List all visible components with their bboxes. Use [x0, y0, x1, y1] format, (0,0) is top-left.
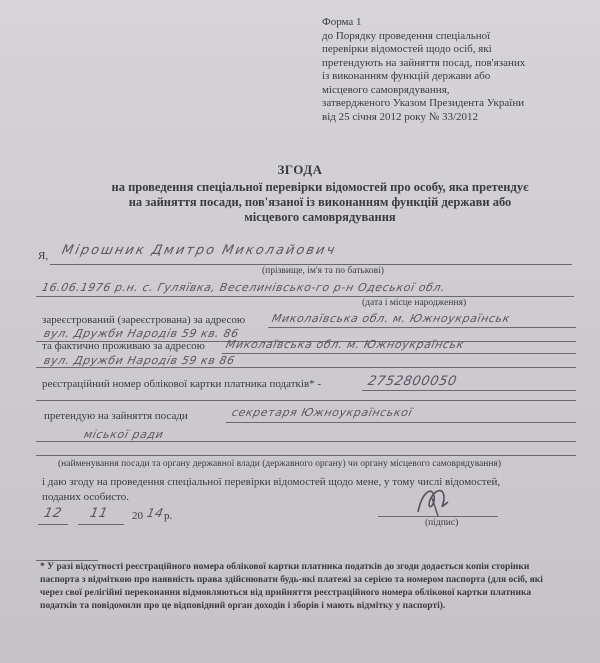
- form-note-line: до Порядку проведення спеціальної: [322, 29, 491, 42]
- subtitle-line: місцевого самоврядування: [244, 210, 396, 224]
- signature-caption: (підпис): [425, 518, 459, 528]
- name-caption: (прізвище, ім'я та по батькові): [262, 266, 384, 276]
- form-note-line: від 25 січня 2012 року № 33/2012: [322, 110, 479, 123]
- document-title: ЗГОДА: [277, 162, 323, 177]
- tax-extra-underline: [36, 400, 576, 401]
- footnote-line: паспорта з відміткою про наявність права здійснювати будь-які платежі за серією та номером паспорта (для осіб, які: [40, 575, 543, 585]
- footnote-line: через свої релігійні переконання відмовляються від прийняття реєстраційного номера облікової картки платника: [40, 588, 532, 598]
- form-note-line: місцевого самоврядування,: [322, 83, 450, 96]
- date-month: 11: [88, 506, 110, 521]
- date-suffix: р.: [164, 510, 173, 522]
- name-underline: [50, 264, 572, 265]
- actual-value-1: Миколаївська обл. м. Южноукраїнськ: [224, 338, 466, 351]
- registered-value-2: вул. Дружби Народів 59 кв. 86: [42, 327, 241, 340]
- registered-value-1: Миколаївська обл. м. Южноукраїнськ: [270, 312, 512, 325]
- registered-label: зареєстрований (зареєстрована) за адресою: [42, 314, 246, 326]
- position-underline-1: [226, 422, 576, 423]
- actual-underline-2: [36, 367, 576, 368]
- tax-underline: [362, 390, 576, 391]
- date-year: 14: [145, 506, 165, 520]
- actual-label: та фактично проживаю за адресою: [42, 340, 205, 352]
- tax-value: 2752800050: [366, 374, 459, 389]
- birth-value: 16.06.1976 р.н. с. Гуляївка, Веселинівсько-го р-н Одеської обл.: [40, 281, 447, 294]
- date-day-underline: [38, 524, 68, 525]
- consent-line-2: поданих особисто.: [42, 491, 130, 503]
- position-underline-3: [36, 455, 576, 456]
- name-prefix: Я,: [38, 250, 49, 262]
- position-value-1: секретаря Южноукраїнської: [230, 406, 414, 419]
- position-label: претендую на зайняття посади: [44, 410, 188, 422]
- date-year-prefix: 20: [132, 510, 143, 522]
- document-subtitle: [60, 180, 580, 225]
- form-reference-note: [322, 16, 525, 124]
- position-underline-2: [36, 441, 576, 442]
- footnote: [40, 561, 588, 613]
- tax-label: реєстраційний номер облікової картки платника податків* -: [42, 378, 322, 390]
- birth-underline: [36, 296, 574, 297]
- form-note-line: із виконанням функцій держави або: [322, 70, 491, 82]
- registered-underline-1: [268, 327, 576, 328]
- date-month-underline: [78, 524, 124, 525]
- form-note-line: Форма 1: [322, 16, 362, 28]
- name-value: Мірошник Дмитро Миколайович: [60, 243, 338, 258]
- actual-value-2: вул. Дружби Народів 59 кв 86: [42, 354, 237, 367]
- form-note-line: перевірки відомостей щодо осіб, які: [322, 43, 492, 55]
- subtitle-line: на проведення спеціальної перевірки відомостей про особу, яка претендує: [111, 180, 529, 194]
- consent-line-1: і даю згоду на проведення спеціальної перевірки відомостей щодо мене, у тому числі відомостей,: [42, 476, 501, 488]
- actual-underline-1: [222, 353, 576, 354]
- form-note-line: претендують на зайняття посад, пов'язаних: [322, 56, 526, 69]
- position-caption: (найменування посади та органу державної влади (державного органу) чи органу місцевого самоврядування): [58, 459, 502, 469]
- birth-caption: (дата і місце народження): [362, 298, 467, 308]
- form-note-line: затвердженого Указом Президента України: [322, 97, 525, 109]
- position-value-2: міської ради: [82, 428, 165, 441]
- date-day: 12: [42, 506, 64, 521]
- footnote-line: * У разі відсутності реєстраційного номера облікової картки платника податків до згоди додається копія сторінки: [40, 562, 530, 572]
- footnote-line: податків та повідомили про це відповідний орган доходів і зборів і мають відмітку у паспорті).: [40, 601, 446, 611]
- subtitle-line: на зайняття посади, пов'язаної із виконанням функцій держави або: [128, 195, 512, 209]
- signature-underline: [378, 516, 498, 517]
